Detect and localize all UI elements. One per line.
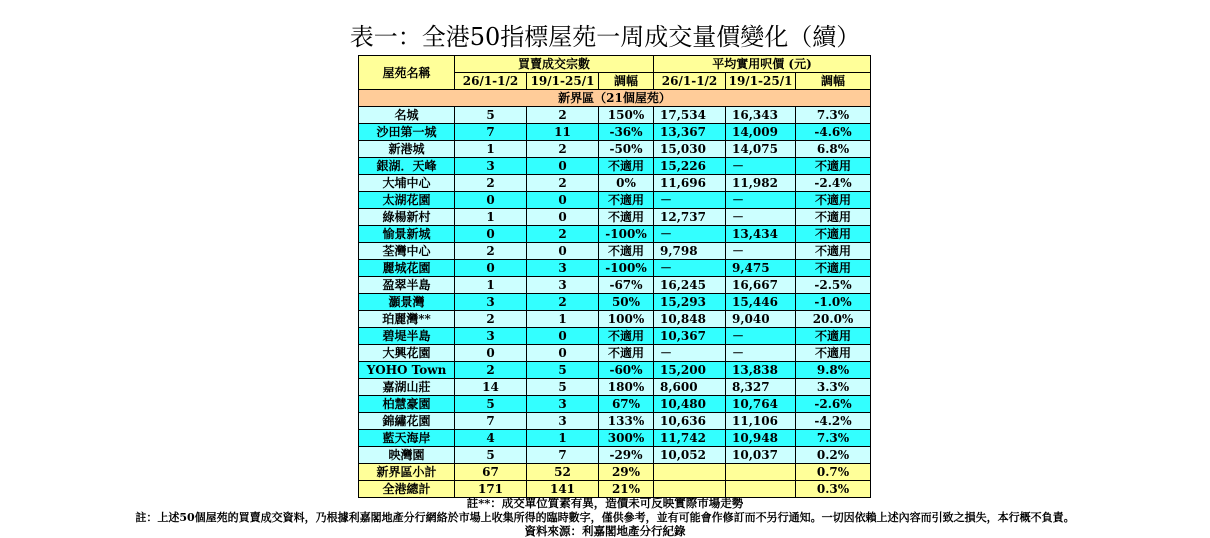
section-title: 新界區（21個屋苑） (359, 90, 871, 107)
estate-name-cell: 沙田第一城 (359, 124, 455, 141)
txn-period1-cell: 0 (455, 260, 527, 277)
price-period1-cell: 15,030 (654, 141, 726, 158)
txn-period2-cell: 3 (527, 396, 599, 413)
txn-period1-cell: 5 (455, 107, 527, 124)
txn-period2-cell: 0 (527, 345, 599, 362)
price-period1-cell: 11,696 (654, 175, 726, 192)
txn-period2-cell: 2 (527, 107, 599, 124)
price-period2-cell: 15,446 (726, 294, 796, 311)
price-period2-cell: － (726, 345, 796, 362)
txn-period1-cell: 171 (455, 481, 527, 498)
txn-period1-cell: 3 (455, 158, 527, 175)
estate-name-cell: YOHO Town (359, 362, 455, 379)
txn-change-cell: 300% (599, 430, 654, 447)
price-change-cell: 0.3% (796, 481, 871, 498)
txn-period2-cell: 52 (527, 464, 599, 481)
price-period1-cell: 16,245 (654, 277, 726, 294)
txn-change-cell: 67% (599, 396, 654, 413)
price-period1-cell: 17,534 (654, 107, 726, 124)
price-period2-cell: 14,009 (726, 124, 796, 141)
table-row (359, 260, 871, 277)
txn-period1-cell: 2 (455, 362, 527, 379)
price-period2-cell: 13,434 (726, 226, 796, 243)
price-change-cell: 不適用 (796, 226, 871, 243)
note-source: 資料來源：利嘉閣地產分行紀錄 (524, 524, 686, 538)
txn-change-cell: 不適用 (599, 192, 654, 209)
txn-change-cell: 150% (599, 107, 654, 124)
estate-name-cell: 新界區小計 (359, 464, 455, 481)
estate-name-cell: 灝景灣 (359, 294, 455, 311)
price-change-cell: 不適用 (796, 328, 871, 345)
price-period2-cell: 16,343 (726, 107, 796, 124)
txn-change-cell: -50% (599, 141, 654, 158)
price-change-cell: 不適用 (796, 192, 871, 209)
price-period2-cell: 11,982 (726, 175, 796, 192)
estate-name-cell: 麗城花園 (359, 260, 455, 277)
price-period1-cell (654, 464, 726, 481)
price-change-header: 調幅 (796, 73, 871, 90)
table-row (359, 328, 871, 345)
txn-change-cell: -29% (599, 447, 654, 464)
price-change-cell: 不適用 (796, 209, 871, 226)
txn-period2-cell: 5 (527, 362, 599, 379)
txn-period2-cell: 2 (527, 175, 599, 192)
txn-change-cell: 不適用 (599, 328, 654, 345)
txn-period2-cell: 11 (527, 124, 599, 141)
estate-name-cell: 荃灣中心 (359, 243, 455, 260)
price-period2-cell: － (726, 158, 796, 175)
txn-period2-cell: 0 (527, 328, 599, 345)
price-period2-cell: 16,667 (726, 277, 796, 294)
txn-period2-cell: 2 (527, 226, 599, 243)
price-period2-cell: － (726, 192, 796, 209)
price-period2-cell: － (726, 328, 796, 345)
txn-period1-cell: 1 (455, 141, 527, 158)
price-period1-cell: 10,636 (654, 413, 726, 430)
price-period1-cell: 9,798 (654, 243, 726, 260)
price-period1-cell: － (654, 226, 726, 243)
price-period1-cell: 10,052 (654, 447, 726, 464)
estate-name-cell: 愉景新城 (359, 226, 455, 243)
txn-period1-cell: 3 (455, 328, 527, 345)
price-period2-cell: 10,948 (726, 430, 796, 447)
price-period2-header: 19/1-25/1 (726, 73, 796, 90)
txn-period2-cell: 3 (527, 413, 599, 430)
txn-period1-cell: 2 (455, 243, 527, 260)
price-period1-cell: 13,367 (654, 124, 726, 141)
txn-change-cell: 21% (599, 481, 654, 498)
price-period2-cell: 9,475 (726, 260, 796, 277)
price-change-cell: 不適用 (796, 243, 871, 260)
price-period2-cell: 8,327 (726, 379, 796, 396)
note-asterisk: 註**：成交單位質素有異，造價未可反映實際市場走勢 (466, 496, 744, 510)
txn-change-header: 調幅 (599, 73, 654, 90)
price-period1-cell (654, 481, 726, 498)
txn-change-cell: 不適用 (599, 209, 654, 226)
txn-period2-cell: 0 (527, 209, 599, 226)
table-row (359, 141, 871, 158)
txn-period1-cell: 7 (455, 124, 527, 141)
price-period2-cell: － (726, 243, 796, 260)
price-period1-cell: 10,848 (654, 311, 726, 328)
price-change-cell: 9.8% (796, 362, 871, 379)
table-row (359, 226, 871, 243)
table-row (359, 362, 871, 379)
txn-period1-cell: 7 (455, 413, 527, 430)
price-period1-cell: 10,480 (654, 396, 726, 413)
price-period2-cell: 13,838 (726, 362, 796, 379)
txn-change-cell: -67% (599, 277, 654, 294)
price-period2-cell: 11,106 (726, 413, 796, 430)
txn-period1-cell: 14 (455, 379, 527, 396)
table-row (359, 294, 871, 311)
price-change-cell: -4.6% (796, 124, 871, 141)
price-period2-cell: 10,764 (726, 396, 796, 413)
txn-group-header: 買賣成交宗數 (455, 56, 654, 73)
txn-period2-cell: 141 (527, 481, 599, 498)
estate-name-cell: 藍天海岸 (359, 430, 455, 447)
estate-name-cell: 映灣園 (359, 447, 455, 464)
table-row (359, 413, 871, 430)
txn-change-cell: -60% (599, 362, 654, 379)
price-change-cell: 7.3% (796, 430, 871, 447)
txn-change-cell: 不適用 (599, 345, 654, 362)
txn-change-cell: -100% (599, 226, 654, 243)
table-row (359, 311, 871, 328)
price-change-cell: 6.8% (796, 141, 871, 158)
txn-period2-cell: 5 (527, 379, 599, 396)
txn-change-cell: 100% (599, 311, 654, 328)
txn-period2-cell: 1 (527, 311, 599, 328)
estate-name-cell: 嘉湖山莊 (359, 379, 455, 396)
txn-period2-cell: 0 (527, 158, 599, 175)
table-row (359, 345, 871, 362)
txn-period2-cell: 7 (527, 447, 599, 464)
price-period1-cell: － (654, 345, 726, 362)
txn-change-cell: -36% (599, 124, 654, 141)
price-period2-cell (726, 481, 796, 498)
txn-period1-cell: 3 (455, 294, 527, 311)
txn-period1-cell: 5 (455, 447, 527, 464)
price-period2-cell: 10,037 (726, 447, 796, 464)
price-change-cell: -1.0% (796, 294, 871, 311)
txn-period2-cell: 2 (527, 294, 599, 311)
table-row (359, 192, 871, 209)
estate-header: 屋苑名稱 (359, 56, 455, 90)
price-change-cell: 3.3% (796, 379, 871, 396)
estate-name-cell: 太湖花園 (359, 192, 455, 209)
estate-name-cell: 全港總計 (359, 481, 455, 498)
txn-period2-cell: 3 (527, 260, 599, 277)
txn-period1-cell: 1 (455, 209, 527, 226)
price-period1-cell: 8,600 (654, 379, 726, 396)
table-row (359, 175, 871, 192)
table-row (359, 379, 871, 396)
price-period2-cell: 14,075 (726, 141, 796, 158)
txn-change-cell: 0% (599, 175, 654, 192)
txn-period2-cell: 1 (527, 430, 599, 447)
estate-name-cell: 綠楊新村 (359, 209, 455, 226)
section-row (359, 90, 871, 107)
estate-name-cell: 碧堤半島 (359, 328, 455, 345)
estate-name-cell: 珀麗灣** (359, 311, 455, 328)
total-row (359, 481, 871, 498)
txn-change-cell: 不適用 (599, 158, 654, 175)
txn-change-cell: 133% (599, 413, 654, 430)
price-period1-cell: 12,737 (654, 209, 726, 226)
txn-period2-cell: 2 (527, 141, 599, 158)
price-period1-cell: 15,226 (654, 158, 726, 175)
header-row-1 (359, 56, 871, 73)
txn-period2-cell: 3 (527, 277, 599, 294)
price-period1-cell: 15,293 (654, 294, 726, 311)
txn-change-cell: 29% (599, 464, 654, 481)
price-change-cell: 不適用 (796, 260, 871, 277)
price-group-header: 平均實用呎價 (元) (654, 56, 871, 73)
txn-period1-cell: 5 (455, 396, 527, 413)
txn-period1-cell: 2 (455, 175, 527, 192)
price-change-cell: 20.0% (796, 311, 871, 328)
price-change-cell: -4.2% (796, 413, 871, 430)
price-period1-cell: － (654, 260, 726, 277)
table-row (359, 107, 871, 124)
txn-period1-header: 26/1-1/2 (455, 73, 527, 90)
txn-period2-header: 19/1-25/1 (527, 73, 599, 90)
table-row (359, 430, 871, 447)
price-change-cell: -2.6% (796, 396, 871, 413)
txn-change-cell: 不適用 (599, 243, 654, 260)
table-row (359, 243, 871, 260)
subtotal-row (359, 464, 871, 481)
price-change-cell: 7.3% (796, 107, 871, 124)
table-row (359, 124, 871, 141)
price-period1-cell: 15,200 (654, 362, 726, 379)
price-change-cell: -2.5% (796, 277, 871, 294)
page-title: 表一：全港50指標屋苑一周成交量價變化（續） (349, 23, 861, 51)
price-change-cell: 0.2% (796, 447, 871, 464)
estate-name-cell: 柏慧豪園 (359, 396, 455, 413)
txn-period2-cell: 0 (527, 192, 599, 209)
price-period1-header: 26/1-1/2 (654, 73, 726, 90)
txn-period1-cell: 0 (455, 345, 527, 362)
txn-period1-cell: 4 (455, 430, 527, 447)
estate-name-cell: 大興花園 (359, 345, 455, 362)
txn-change-cell: 50% (599, 294, 654, 311)
txn-change-cell: 180% (599, 379, 654, 396)
txn-period1-cell: 0 (455, 192, 527, 209)
estate-name-cell: 大埔中心 (359, 175, 455, 192)
price-period2-cell: 9,040 (726, 311, 796, 328)
transaction-table (358, 55, 871, 498)
estate-name-cell: 銀湖．天峰 (359, 158, 455, 175)
price-period1-cell: 10,367 (654, 328, 726, 345)
estate-name-cell: 錦繡花園 (359, 413, 455, 430)
price-change-cell: 不適用 (796, 158, 871, 175)
price-change-cell: 不適用 (796, 345, 871, 362)
table-row (359, 396, 871, 413)
table-row (359, 447, 871, 464)
price-change-cell: 0.7% (796, 464, 871, 481)
note-disclaimer: 註：上述50個屋苑的買賣成交資料，乃根據利嘉閣地產分行網絡於市場上收集所得的臨時數字，僅供參考，並有可能會作修訂而不另行通知。一切因依賴上述內容而引致之損失，本行概不負責。 (135, 511, 1075, 524)
estate-name-cell: 名城 (359, 107, 455, 124)
table-row (359, 209, 871, 226)
price-period2-cell (726, 464, 796, 481)
estate-name-cell: 盈翠半島 (359, 277, 455, 294)
price-period2-cell: － (726, 209, 796, 226)
price-period1-cell: 11,742 (654, 430, 726, 447)
txn-period1-cell: 67 (455, 464, 527, 481)
estate-name-cell: 新港城 (359, 141, 455, 158)
txn-change-cell: -100% (599, 260, 654, 277)
price-period1-cell: － (654, 192, 726, 209)
txn-period2-cell: 0 (527, 243, 599, 260)
table-row (359, 277, 871, 294)
price-change-cell: -2.4% (796, 175, 871, 192)
txn-period1-cell: 0 (455, 226, 527, 243)
txn-period1-cell: 1 (455, 277, 527, 294)
table-row (359, 158, 871, 175)
txn-period1-cell: 2 (455, 311, 527, 328)
